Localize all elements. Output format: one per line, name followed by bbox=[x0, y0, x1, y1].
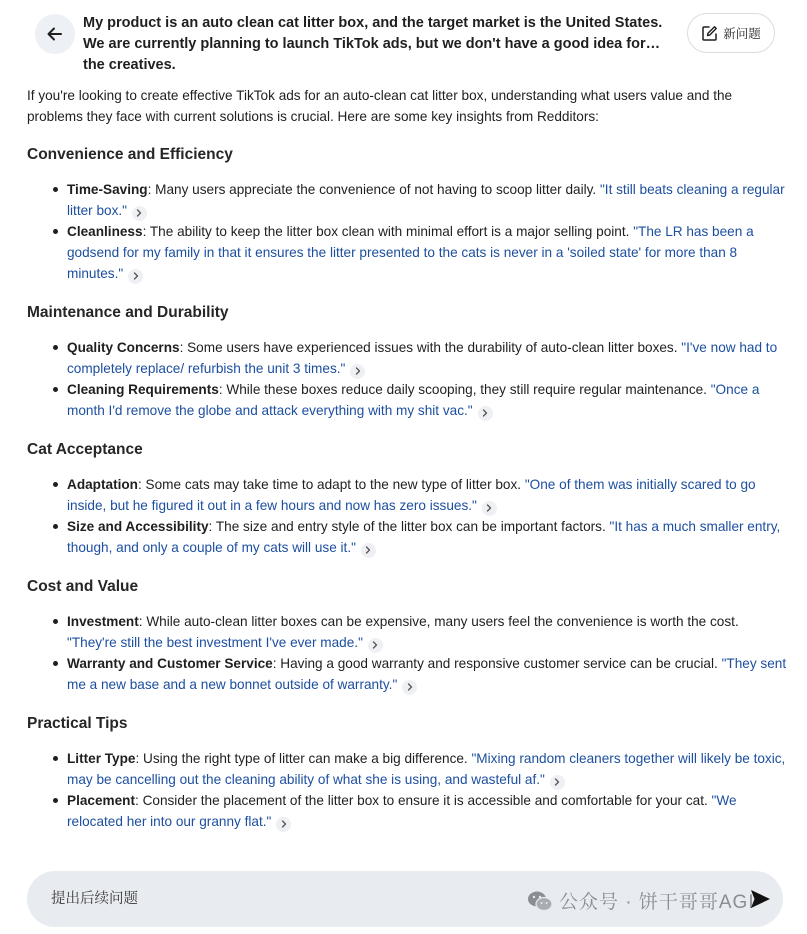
list-item bbox=[67, 748, 787, 790]
chevron-right-icon[interactable] bbox=[350, 364, 365, 379]
list-item bbox=[67, 179, 787, 221]
list-item bbox=[67, 221, 787, 284]
reddit-quote-link[interactable]: "One of them was initially scared to go inside, but he figured it out in a few hours and now has zero issues." bbox=[67, 477, 756, 513]
intro-paragraph: If you're looking to create effective TikTok ads for an auto-clean cat litter box, understanding what users value and the problems they face with current solutions is crucial. Here are some key insights from Redditors: bbox=[27, 88, 733, 124]
chevron-right-icon[interactable] bbox=[132, 206, 147, 221]
item-text: : Many users appreciate the convenience of not having to scoop litter daily. bbox=[147, 182, 600, 197]
section bbox=[27, 440, 787, 558]
conversation-title: My product is an auto clean cat litter box, and the target market is the United States. We are currently planning to launch TikTok ads, but we don't have a good idea for the creatives. bbox=[83, 15, 663, 73]
chevron-right-icon[interactable] bbox=[402, 680, 417, 695]
bullet-list bbox=[27, 611, 787, 695]
reddit-quote-link[interactable]: "The LR has been a godsend for my family in that it ensures the litter presented to the cats is never in a 'soiled state' for more than 8 minutes." bbox=[67, 224, 754, 281]
item-text: : While auto-clean litter boxes can be expensive, many users feel the convenience is worth the cost. bbox=[138, 614, 739, 629]
chevron-right-icon[interactable] bbox=[550, 775, 565, 790]
section-heading: Cat Acceptance bbox=[27, 441, 143, 458]
chevron-right-icon[interactable] bbox=[128, 269, 143, 284]
follow-up-bar bbox=[27, 871, 783, 927]
section-heading: Maintenance and Durability bbox=[27, 304, 229, 321]
bullet-list bbox=[27, 474, 787, 558]
back-button[interactable] bbox=[35, 14, 75, 54]
section bbox=[27, 303, 787, 421]
watermark-text: 公众号 · 饼干哥哥AGI bbox=[559, 892, 755, 913]
send-arrow-icon[interactable] bbox=[748, 887, 772, 911]
item-text: : Having a good warranty and responsive customer service can be crucial. bbox=[272, 656, 722, 671]
reddit-quote-link[interactable]: "I've now had to completely replace/ refurbish the unit 3 times." bbox=[67, 340, 778, 376]
chevron-right-icon[interactable] bbox=[482, 501, 497, 516]
section bbox=[27, 577, 787, 695]
list-item bbox=[67, 379, 787, 421]
item-label: Cleanliness bbox=[67, 224, 143, 239]
item-label: Quality Concerns bbox=[67, 340, 180, 355]
list-item bbox=[67, 611, 787, 653]
new-question-label: 新问题 bbox=[723, 27, 761, 41]
bullet-list bbox=[27, 748, 787, 832]
reddit-quote-link[interactable]: "They sent me a new base and a new bonnet outside of warranty." bbox=[67, 656, 787, 692]
answer-content bbox=[27, 85, 787, 851]
item-text: : The ability to keep the litter box clean with minimal effort is a major selling point. bbox=[142, 224, 634, 239]
header bbox=[0, 0, 807, 73]
bullet-list bbox=[27, 179, 787, 284]
list-item bbox=[67, 790, 787, 832]
item-label: Placement bbox=[67, 793, 136, 808]
sections-container bbox=[27, 145, 787, 832]
item-text: : While these boxes reduce daily scooping, they still require regular maintenance. bbox=[218, 382, 711, 397]
reddit-quote-link[interactable]: "They're still the best investment I've ever made." bbox=[67, 635, 363, 650]
item-label: Litter Type bbox=[67, 751, 136, 766]
item-text: : Using the right type of litter can make a big difference. bbox=[135, 751, 472, 766]
section bbox=[27, 714, 787, 832]
arrow-left-icon bbox=[45, 24, 65, 44]
chevron-right-icon[interactable] bbox=[276, 817, 291, 832]
bullet-list bbox=[27, 337, 787, 421]
reddit-quote-link[interactable]: "It still beats cleaning a regular litter box." bbox=[67, 182, 785, 218]
item-text: : The size and entry style of the litter box can be important factors. bbox=[208, 519, 610, 534]
watermark bbox=[527, 887, 755, 914]
list-item bbox=[67, 337, 787, 379]
item-label: Warranty and Customer Service bbox=[67, 656, 273, 671]
item-label: Time-Saving bbox=[67, 182, 148, 197]
wechat-logo-icon bbox=[527, 890, 553, 912]
new-question-button[interactable] bbox=[687, 13, 775, 53]
follow-up-input[interactable] bbox=[51, 871, 521, 927]
edit-square-icon bbox=[701, 25, 718, 42]
item-text: : Some users have experienced issues with the durability of auto-clean litter boxes. bbox=[179, 340, 682, 355]
list-item bbox=[67, 516, 787, 558]
chevron-right-icon[interactable] bbox=[368, 638, 383, 653]
item-text: : Some cats may take time to adapt to the new type of litter box. bbox=[137, 477, 525, 492]
reddit-quote-link[interactable]: "Once a month I'd remove the globe and attack everything with my shit vac." bbox=[67, 382, 760, 418]
chevron-right-icon[interactable] bbox=[361, 543, 376, 558]
item-label: Investment bbox=[67, 614, 139, 629]
section-heading: Practical Tips bbox=[27, 715, 128, 732]
item-text: : Consider the placement of the litter box to ensure it is accessible and comfortable for your cat. bbox=[135, 793, 712, 808]
list-item bbox=[67, 653, 787, 695]
reddit-quote-link[interactable]: "We relocated her into our granny flat." bbox=[67, 793, 737, 829]
item-label: Size and Accessibility bbox=[67, 519, 209, 534]
item-label: Cleaning Requirements bbox=[67, 382, 219, 397]
list-item bbox=[67, 474, 787, 516]
item-label: Adaptation bbox=[67, 477, 138, 492]
reddit-quote-link[interactable]: "Mixing random cleaners together will likely be toxic, may be cancelling out the cleaning ability of what she is using, and wasteful af." bbox=[67, 751, 786, 787]
chevron-right-icon[interactable] bbox=[478, 406, 493, 421]
section-heading: Convenience and Efficiency bbox=[27, 146, 233, 163]
section bbox=[27, 145, 787, 284]
section-heading: Cost and Value bbox=[27, 578, 139, 595]
reddit-quote-link[interactable]: "It has a much smaller entry, though, and only a couple of my cats will use it." bbox=[67, 519, 781, 555]
